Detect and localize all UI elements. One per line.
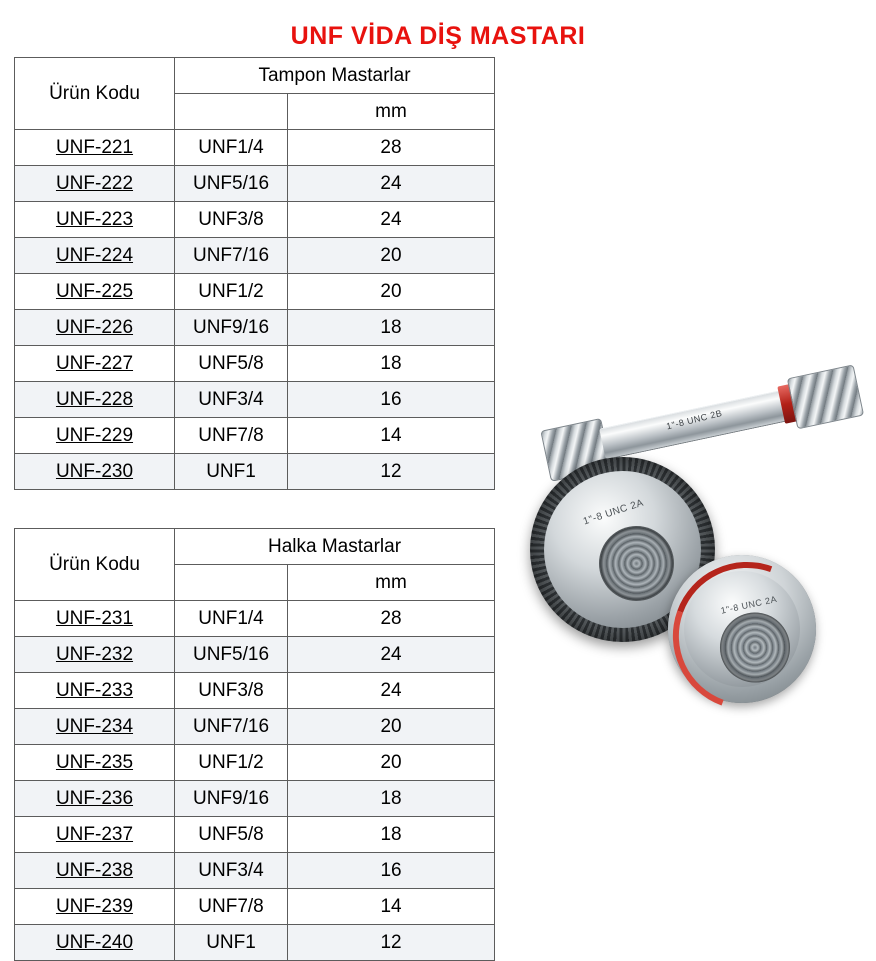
- product-mm: 18: [288, 817, 495, 853]
- product-code[interactable]: UNF-230: [15, 454, 175, 490]
- table-row: [15, 346, 495, 382]
- product-size: UNF5/16: [175, 166, 288, 202]
- product-code[interactable]: UNF-240: [15, 925, 175, 961]
- table-row: [15, 202, 495, 238]
- tables-column: [14, 57, 494, 961]
- product-mm: 24: [288, 166, 495, 202]
- product-code[interactable]: UNF-238: [15, 853, 175, 889]
- table-spacer: [14, 490, 494, 528]
- header-mm: mm: [288, 94, 495, 130]
- table-tampon-mastarlar: [14, 57, 495, 490]
- product-code[interactable]: UNF-235: [15, 745, 175, 781]
- product-mm: 20: [288, 745, 495, 781]
- table-header-group-row: [15, 58, 495, 94]
- header-urun-kodu: Ürün Kodu: [15, 58, 175, 130]
- product-size: UNF1/2: [175, 745, 288, 781]
- plug-shaft: [599, 388, 796, 460]
- product-code[interactable]: UNF-237: [15, 817, 175, 853]
- table-row: [15, 454, 495, 490]
- product-code[interactable]: UNF-231: [15, 601, 175, 637]
- table-row: [15, 925, 495, 961]
- product-code[interactable]: UNF-233: [15, 673, 175, 709]
- product-mm: 24: [288, 202, 495, 238]
- product-mm: 20: [288, 238, 495, 274]
- product-size: UNF1/4: [175, 130, 288, 166]
- table-row: [15, 310, 495, 346]
- table-row: [15, 601, 495, 637]
- product-mm: 16: [288, 382, 495, 418]
- product-code[interactable]: UNF-222: [15, 166, 175, 202]
- ring-gauge-large-label: 1"-8 UNC 2A: [581, 497, 646, 528]
- product-code[interactable]: UNF-228: [15, 382, 175, 418]
- product-size: UNF1: [175, 454, 288, 490]
- table-row: [15, 745, 495, 781]
- product-size: UNF9/16: [175, 781, 288, 817]
- product-size: UNF5/16: [175, 637, 288, 673]
- product-mm: 14: [288, 418, 495, 454]
- table-row: [15, 274, 495, 310]
- table-row: [15, 781, 495, 817]
- product-mm: 24: [288, 637, 495, 673]
- plug-thread-right: [787, 364, 864, 429]
- table-row: [15, 889, 495, 925]
- table-row: [15, 238, 495, 274]
- table-row: [15, 853, 495, 889]
- table-row: [15, 637, 495, 673]
- table-row: [15, 382, 495, 418]
- product-mm: 20: [288, 274, 495, 310]
- product-code[interactable]: UNF-221: [15, 130, 175, 166]
- product-code[interactable]: UNF-232: [15, 637, 175, 673]
- product-size: UNF1/2: [175, 274, 288, 310]
- table-row: [15, 166, 495, 202]
- product-mm: 12: [288, 454, 495, 490]
- table-row: [15, 817, 495, 853]
- page-title: UNF VİDA DİŞ MASTARI: [290, 22, 586, 50]
- product-size: UNF1/4: [175, 601, 288, 637]
- product-code[interactable]: UNF-229: [15, 418, 175, 454]
- product-mm: 12: [288, 925, 495, 961]
- product-code[interactable]: UNF-224: [15, 238, 175, 274]
- table-header-group-row: [15, 529, 495, 565]
- product-mm: 20: [288, 709, 495, 745]
- product-code[interactable]: UNF-227: [15, 346, 175, 382]
- header-group-title: Halka Mastarlar: [175, 529, 495, 565]
- product-mm: 28: [288, 130, 495, 166]
- product-size: UNF5/8: [175, 817, 288, 853]
- header-urun-kodu: Ürün Kodu: [15, 529, 175, 601]
- table-row: [15, 673, 495, 709]
- product-mm: 16: [288, 853, 495, 889]
- header-mm: mm: [288, 565, 495, 601]
- ring-large-thread-hole: [599, 526, 674, 601]
- product-mm: 14: [288, 889, 495, 925]
- header-size: [175, 565, 288, 601]
- product-code[interactable]: UNF-225: [15, 274, 175, 310]
- product-code[interactable]: UNF-239: [15, 889, 175, 925]
- header-size: [175, 94, 288, 130]
- product-mm: 24: [288, 673, 495, 709]
- product-size: UNF3/4: [175, 382, 288, 418]
- product-code[interactable]: UNF-234: [15, 709, 175, 745]
- product-size: UNF3/8: [175, 673, 288, 709]
- ring-gauge-small-label: 1"-8 UNC 2A: [719, 593, 778, 616]
- product-code[interactable]: UNF-223: [15, 202, 175, 238]
- product-code[interactable]: UNF-236: [15, 781, 175, 817]
- product-size: UNF3/4: [175, 853, 288, 889]
- product-size: UNF7/8: [175, 889, 288, 925]
- header-group-title: Tampon Mastarlar: [175, 58, 495, 94]
- plug-gauge-label: 1"-8 UNC 2B: [665, 407, 724, 432]
- product-size: UNF7/8: [175, 418, 288, 454]
- product-mm: 18: [288, 781, 495, 817]
- product-code[interactable]: UNF-226: [15, 310, 175, 346]
- product-size: UNF5/8: [175, 346, 288, 382]
- product-size: UNF3/8: [175, 202, 288, 238]
- product-photo: [500, 347, 870, 767]
- product-mm: 18: [288, 310, 495, 346]
- product-mm: 18: [288, 346, 495, 382]
- table-row: [15, 418, 495, 454]
- table-row: [15, 130, 495, 166]
- product-size: UNF7/16: [175, 238, 288, 274]
- product-size: UNF1: [175, 925, 288, 961]
- product-size: UNF7/16: [175, 709, 288, 745]
- table-row: [15, 709, 495, 745]
- table-halka-mastarlar: [14, 528, 495, 961]
- product-size: UNF9/16: [175, 310, 288, 346]
- product-mm: 28: [288, 601, 495, 637]
